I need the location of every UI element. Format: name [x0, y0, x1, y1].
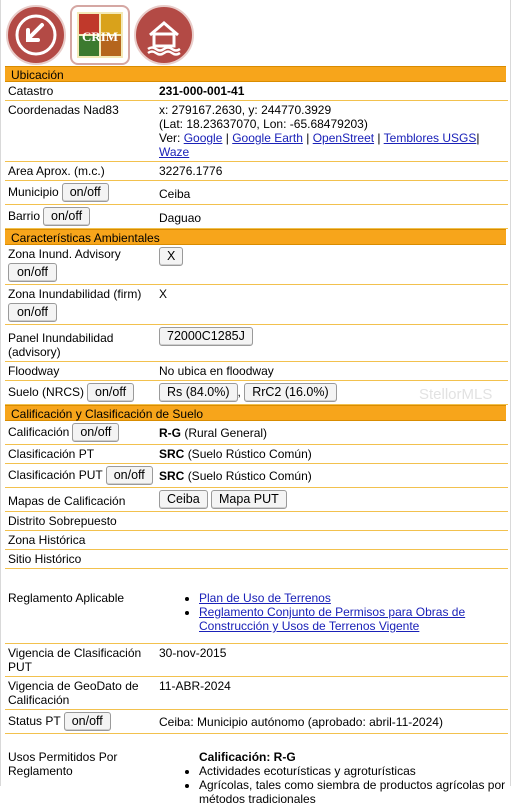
- area-label: Area Aprox. (m.c.): [5, 162, 155, 181]
- clasificacion-pt-code: SRC: [159, 447, 184, 461]
- suelo-rs-button[interactable]: Rs (84.0%): [159, 383, 238, 402]
- table-row: Suelo (NRCS) on/off Rs (84.0%) , RrC2 (16.0%): [5, 381, 508, 405]
- watermark: StellorMLS: [419, 386, 492, 403]
- barrio-value: Daguao: [155, 205, 508, 229]
- zona-firm-label: Zona Inundabilidad (firm): [8, 287, 153, 301]
- coordenadas-label: Coordenadas Nad83: [5, 101, 155, 162]
- catastro-label: Catastro: [5, 82, 155, 101]
- zona-advisory-label: Zona Inund. Advisory: [8, 247, 153, 261]
- suelo-label: Suelo (NRCS): [8, 385, 84, 399]
- clasificacion-put-code: SRC: [159, 469, 184, 483]
- vigencia-put-label: Vigencia de Clasificación PUT: [5, 644, 155, 677]
- table-row: [5, 245, 508, 285]
- table-row: [5, 531, 508, 550]
- usos-title: Calificación: R-G: [199, 750, 296, 764]
- table-row: [5, 550, 508, 569]
- section-ubicacion: Ubicación: [5, 66, 506, 82]
- status-pt-value: Ceiba: Municipio autónomo (aprobado: abril-11-2024): [155, 710, 508, 734]
- table-row: [5, 205, 508, 229]
- reglamento-conjunto-link[interactable]: Reglamento Conjunto de Permisos para Obras de Construcción y Usos de Terrenos Vigente: [199, 605, 465, 633]
- municipio-value: Ceiba: [155, 181, 508, 205]
- table-row: [5, 162, 508, 181]
- barrio-label: Barrio: [8, 209, 40, 223]
- municipio-label: Municipio: [8, 185, 59, 199]
- ubicacion-table: [5, 82, 508, 229]
- table-row: [5, 512, 508, 531]
- calificacion-toggle-button[interactable]: on/off: [72, 423, 119, 442]
- area-value: 32276.1776: [155, 162, 508, 181]
- zona-firm-value: X: [155, 285, 508, 325]
- coordenadas-xy: x: 279167.2630, y: 244770.3929: [159, 103, 506, 117]
- calificacion-code: R-G: [159, 426, 181, 440]
- usos-list: [159, 764, 506, 806]
- zona-advisory-value-button[interactable]: X: [159, 247, 183, 266]
- clasificacion-put-label: Clasificación PUT: [8, 468, 103, 482]
- clasificacion-pt-desc: (Suelo Rústico Común): [188, 447, 312, 461]
- distrito-label: Distrito Sobrepuesto: [5, 512, 155, 531]
- list-item: • Agrícolas, tales como siembra de productos agrícolas por métodos tradicionales: [199, 778, 506, 806]
- table-row: [5, 569, 508, 644]
- table-row: [5, 734, 508, 808]
- table-row: [5, 82, 508, 101]
- suelo-rrc2-button[interactable]: RrC2 (16.0%): [244, 383, 336, 402]
- link-google[interactable]: Google: [184, 131, 223, 145]
- vigencia-geodato-value: 11-ABR-2024: [155, 677, 508, 710]
- floodway-label: Floodway: [5, 362, 155, 381]
- table-row: [5, 285, 508, 325]
- vigencia-put-value: 30-nov-2015: [155, 644, 508, 677]
- clasificacion-pt-label: Clasificación PT: [5, 445, 155, 464]
- floodway-value: No ubica en floodway: [155, 362, 508, 381]
- ver-label: Ver:: [159, 131, 180, 145]
- zona-advisory-toggle-button[interactable]: on/off: [8, 263, 57, 282]
- calificacion-label: Calificación: [8, 425, 69, 439]
- coordenadas-latlon: (Lat: 18.23637070, Lon: -65.68479203): [159, 117, 506, 131]
- table-row: [5, 362, 508, 381]
- status-pt-label: Status PT: [8, 714, 61, 728]
- table-row: [5, 488, 508, 512]
- table-row: [5, 181, 508, 205]
- plan-uso-terrenos-link[interactable]: Plan de Uso de Terrenos: [199, 591, 331, 605]
- zona-firm-toggle-button[interactable]: on/off: [8, 303, 57, 322]
- table-row: [5, 464, 508, 488]
- municipio-toggle-button[interactable]: on/off: [62, 183, 109, 202]
- crim-logo-text: CRIM: [82, 29, 118, 44]
- mapa-put-button[interactable]: Mapa PUT: [211, 490, 287, 509]
- table-row: [5, 325, 508, 362]
- list-item: [199, 591, 506, 605]
- panel-label: Panel Inundabilidad (advisory): [5, 325, 155, 362]
- reglamento-label: Reglamento Aplicable: [5, 569, 155, 644]
- ambientales-table: [5, 245, 508, 405]
- link-openstreet[interactable]: OpenStreet: [313, 131, 374, 145]
- table-row: [5, 445, 508, 464]
- suelo-toggle-button[interactable]: on/off: [87, 383, 134, 402]
- panel-value-button[interactable]: 72000C1285J: [159, 327, 253, 346]
- status-pt-toggle-button[interactable]: on/off: [64, 712, 111, 731]
- mapas-label: Mapas de Calificación: [5, 488, 155, 512]
- link-waze[interactable]: Waze: [159, 145, 189, 159]
- link-google-earth[interactable]: Google Earth: [232, 131, 303, 145]
- section-calificacion: Calificación y Clasificación de Suelo: [5, 405, 506, 421]
- table-row: [5, 710, 508, 734]
- reglamento-list: [159, 591, 506, 633]
- crim-logo[interactable]: [70, 5, 130, 65]
- mapa-ceiba-button[interactable]: Ceiba: [159, 490, 208, 509]
- table-row: [5, 101, 508, 162]
- table-row: [5, 644, 508, 677]
- clasificacion-put-toggle-button[interactable]: on/off: [106, 466, 153, 485]
- vigencia-geodato-label: Vigencia de GeoDato de Calificación: [5, 677, 155, 710]
- map-links: Ver: Google | Google Earth | OpenStreet | Temblores USGS| Waze: [159, 131, 506, 159]
- list-item: [199, 605, 506, 633]
- barrio-toggle-button[interactable]: on/off: [43, 207, 90, 226]
- zona-historica-label: Zona Histórica: [5, 531, 155, 550]
- usos-label: Usos Permitidos Por Reglamento: [5, 734, 155, 808]
- icon-bar: [1, 0, 510, 66]
- calificacion-table: [5, 421, 508, 808]
- table-row: [5, 421, 508, 445]
- table-row: [5, 677, 508, 710]
- list-item: • Actividades ecoturísticas y agroturísticas: [199, 764, 506, 778]
- back-arrow-icon[interactable]: [6, 5, 66, 65]
- house-flood-icon[interactable]: [134, 5, 194, 65]
- section-ambientales: Características Ambientales: [5, 229, 506, 245]
- calificacion-desc: (Rural General): [184, 426, 267, 440]
- clasificacion-put-desc: (Suelo Rústico Común): [188, 469, 312, 483]
- link-temblores-usgs[interactable]: Temblores USGS: [384, 131, 477, 145]
- catastro-value: 231-000-001-41: [159, 84, 244, 98]
- sitio-historico-label: Sitio Histórico: [5, 550, 155, 569]
